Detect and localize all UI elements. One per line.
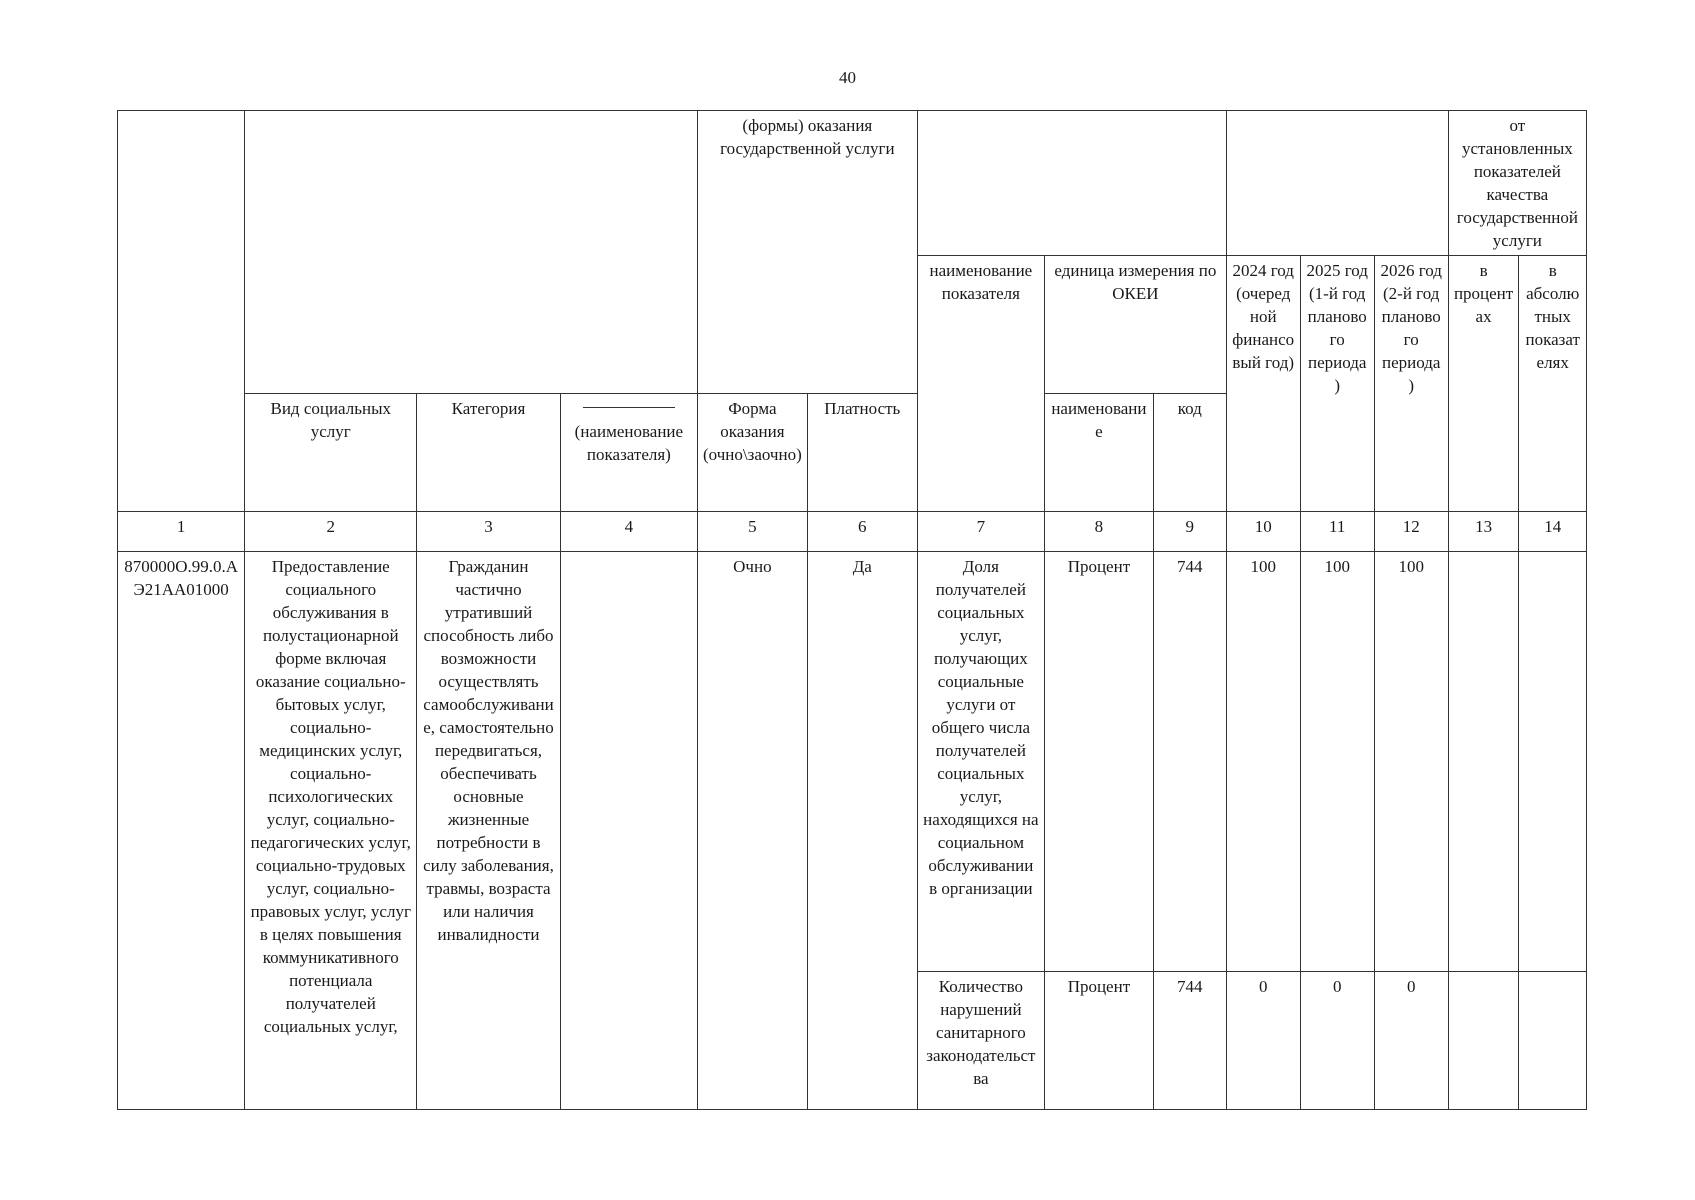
header-paid: Платность [807,394,917,512]
header-year-2024: 2024 год (очередной финансовый год) [1226,256,1300,512]
registry-code: 870000О.99.0.АЭ21АА01000 [118,552,245,1110]
header-service-type: Вид социальных услуг [245,394,417,512]
header-cell-col1 [118,111,245,512]
page-number: 40 [839,68,856,87]
indicator-2025: 0 [1300,972,1374,1110]
header-cell-col2-4 [245,111,698,394]
header-unit-okei-text: единица измерения по ОКЕИ [1054,261,1217,303]
column-number: 7 [917,512,1044,552]
header-cell-form-top: (формы) оказания государственной услуги [697,111,917,394]
column-number: 9 [1153,512,1226,552]
table-row [118,552,1587,972]
indicator-deviation-absolute [1519,972,1587,1110]
header-in-absolute: в абсолютных показателях [1519,256,1587,512]
column-number: 4 [560,512,697,552]
indicator-2024: 100 [1226,552,1300,972]
header-col4-label: (наименование показателя) [574,422,684,464]
column-number: 13 [1448,512,1519,552]
recipient-category: Гражданин частично утративший способность либо возможности осуществлять самообслуживание, самостоятельно передвигаться, обеспечивать основные жизненные потребности в силу заболевания, травмы, возраста или наличия инвалидности [417,552,561,1110]
service-description: Предоставление социального обслуживания в полустационарной форме включая оказание социально-бытовых услуг, социально-медицинских услуг, социально-психологических услуг, социально-педагогических услуг, социально-трудовых услуг, социально-правовых услуг, услуг в целях повышения коммуникативного потенциала получателей социальных услуг, [245,552,417,1110]
column-number: 10 [1226,512,1300,552]
indicator-2026: 0 [1374,972,1448,1110]
quality-indicators-table [117,110,1587,1110]
col4-value [560,552,697,1110]
column-number: 2 [245,512,417,552]
header-row-top [118,111,1587,256]
column-number: 6 [807,512,917,552]
header-col4-blank [583,397,675,408]
header-year-2026: 2026 год (2-й год планового периода) [1374,256,1448,512]
indicator-deviation-percent [1448,552,1519,972]
indicator-unit: Процент [1045,972,1154,1110]
indicator-code: 744 [1153,552,1226,972]
header-in-percent: в процентах [1448,256,1519,512]
column-number: 12 [1374,512,1448,552]
paid-value: Да [807,552,917,1110]
column-number: 3 [417,512,561,552]
indicator-deviation-percent [1448,972,1519,1110]
indicator-unit: Процент [1045,552,1154,972]
header-year-2025: 2025 год (1-й год планового периода) [1300,256,1374,512]
column-number: 1 [118,512,245,552]
indicator-code: 744 [1153,972,1226,1110]
header-cell-deviation-top: от установленных показателей качества государственной услуги [1448,111,1586,256]
header-col4 [560,394,697,512]
indicator-deviation-absolute [1519,552,1587,972]
indicator-name: Количество нарушений санитарного законодательства [917,972,1044,1110]
header-cell-col10-12-top [1226,111,1448,256]
header-indicator-name: наименование показателя [917,256,1044,512]
indicator-2025: 100 [1300,552,1374,972]
indicator-name: Доля получателей социальных услуг, получающих социальные услуги от общего числа получателей социальных услуг, находящихся на социальном обслуживании в организации [917,552,1044,972]
form-value: Очно [697,552,807,1110]
header-cell-col7-9-top [917,111,1226,256]
column-number: 14 [1519,512,1587,552]
header-unit-name: наименование [1045,394,1154,512]
column-number: 11 [1300,512,1374,552]
indicator-2024: 0 [1226,972,1300,1110]
column-number-row [118,512,1587,552]
column-number: 8 [1045,512,1154,552]
column-number: 5 [697,512,807,552]
header-category: Категория [417,394,561,512]
header-unit-code: код [1153,394,1226,512]
indicator-2026: 100 [1374,552,1448,972]
header-form: Форма оказания (очно\заочно) [697,394,807,512]
header-unit-okei [1045,256,1227,394]
